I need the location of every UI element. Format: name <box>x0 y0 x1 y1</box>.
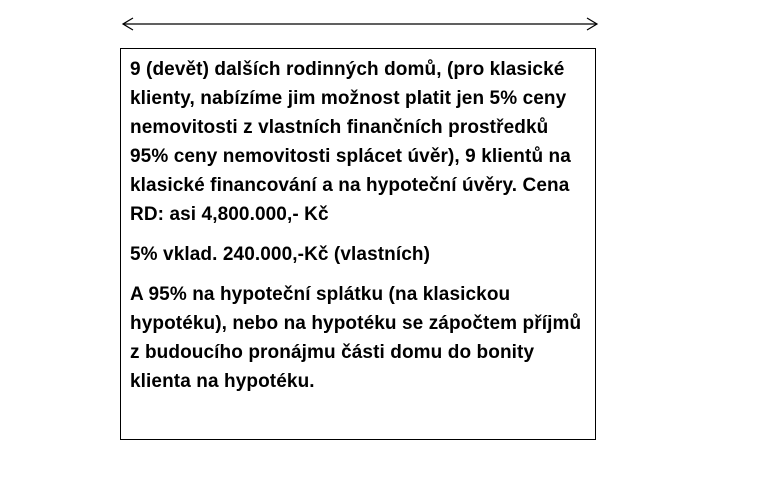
paragraph-deposit: 5% vklad. 240.000,-Kč (vlastních) <box>130 244 431 265</box>
paragraph-mortgage: A 95% na hypoteční splátku (na klasickou hypotéku), nebo na hypotéku se zápočtem příjmů z budoucího pronájmu části domu do bonity klienta na hypotéku. <box>130 284 582 392</box>
paragraph-houses: 9 (devět) dalších rodinných domů, (pro klasické klienty, nabízíme jim možnost platit jen 5% ceny nemovitosti z vlastních finančních prostředků 95% ceny nemovitosti splácet úvěr), 9 klientů na klasické financování a na hypoteční úvěry. Cena RD: asi 4,800.000,- Kč <box>130 59 571 225</box>
text-box <box>120 48 596 440</box>
double-headed-arrow-icon <box>121 16 601 32</box>
